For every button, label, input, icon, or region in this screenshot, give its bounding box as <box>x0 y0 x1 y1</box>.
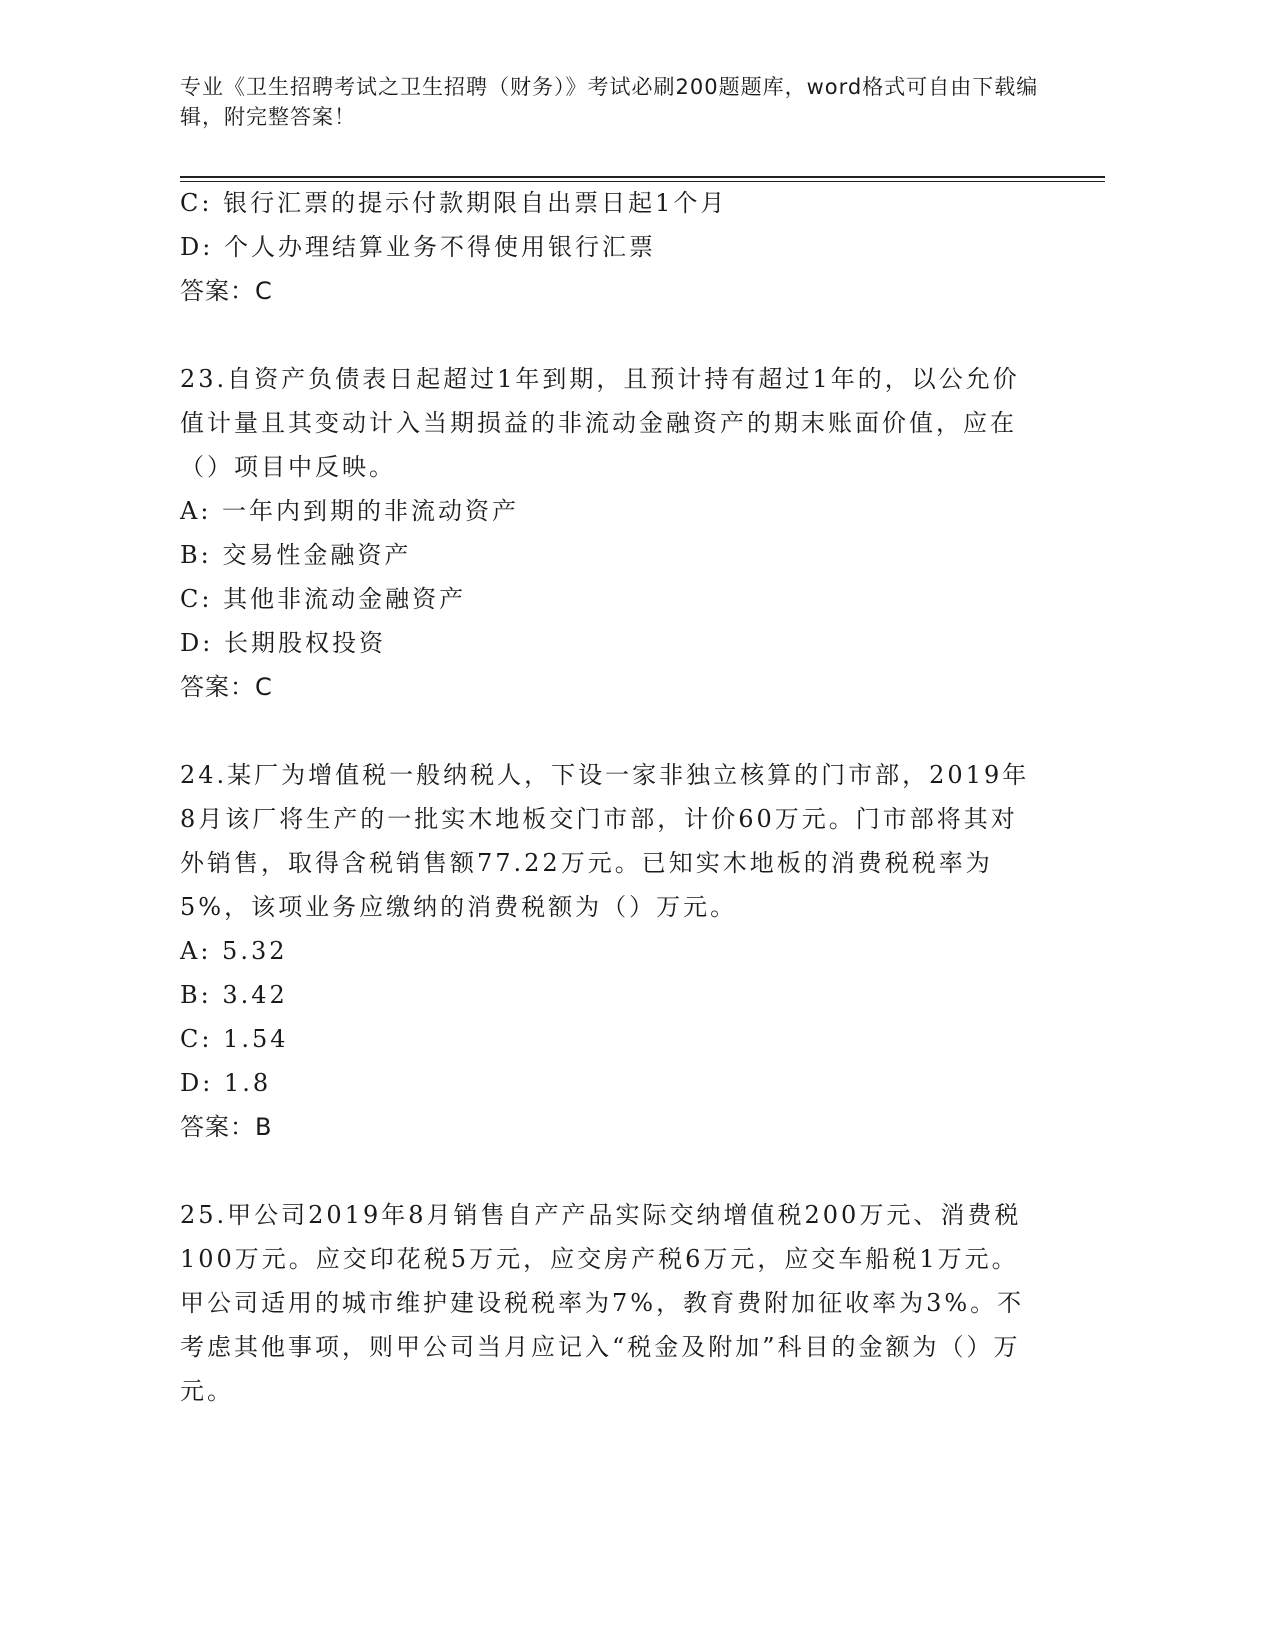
option-d: D: 个人办理结算业务不得使用银行汇票 <box>180 233 656 261</box>
question-text: 24.某厂为增值税一般纳税人，下设一家非独立核算的门市部，2019年8月该厂将生产的一批实木地板交门市部，计价60万元。门市部将其对外销售，取得含税销售额77.22万元。已知实木地板的消费税税率为5%，该项业务应缴纳的消费税额为（）万元。 <box>180 761 1030 921</box>
answer-label: 答案：C <box>180 673 273 701</box>
question-23 <box>180 357 1060 709</box>
document-header: 专业《卫生招聘考试之卫生招聘（财务）》考试必刷200题题库，word格式可自由下载编辑，附完整答案！ <box>180 75 1039 129</box>
option-a: A: 一年内到期的非流动资产 <box>180 497 520 525</box>
answer-label: 答案：B <box>180 1113 273 1141</box>
option-a: A: 5.32 <box>180 937 288 965</box>
answer-label: 答案：C <box>180 277 273 305</box>
spacer <box>180 313 1060 357</box>
option-c: C: 银行汇票的提示付款期限自出票日起1个月 <box>180 189 728 217</box>
question-text: 23.自资产负债表日起超过1年到期，且预计持有超过1年的，以公允价值计量且其变动计入当期损益的非流动金融资产的期末账面价值，应在（）项目中反映。 <box>180 365 1020 481</box>
option-d: D: 长期股权投资 <box>180 629 386 657</box>
question-text: 25.甲公司2019年8月销售自产产品实际交纳增值税200万元、消费税100万元。应交印花税5万元，应交房产税6万元，应交车船税1万元。甲公司适用的城市维护建设税税率为7%，教育费附加征收率为3%。不考虑其他事项，则甲公司当月应记入“税金及附加”科目的金额为（）万元。 <box>180 1201 1025 1405</box>
question-24 <box>180 753 1060 1149</box>
question-25 <box>180 1193 1060 1413</box>
question-list <box>180 181 1060 1413</box>
option-b: B: 交易性金融资产 <box>180 541 412 569</box>
option-c: C: 1.54 <box>180 1025 289 1053</box>
option-c: C: 其他非流动金融资产 <box>180 585 467 613</box>
header-divider <box>180 176 1105 178</box>
option-b: B: 3.42 <box>180 981 288 1009</box>
question-22-remainder <box>180 181 1060 313</box>
option-d: D: 1.8 <box>180 1069 272 1097</box>
spacer <box>180 709 1060 753</box>
spacer <box>180 1149 1060 1193</box>
